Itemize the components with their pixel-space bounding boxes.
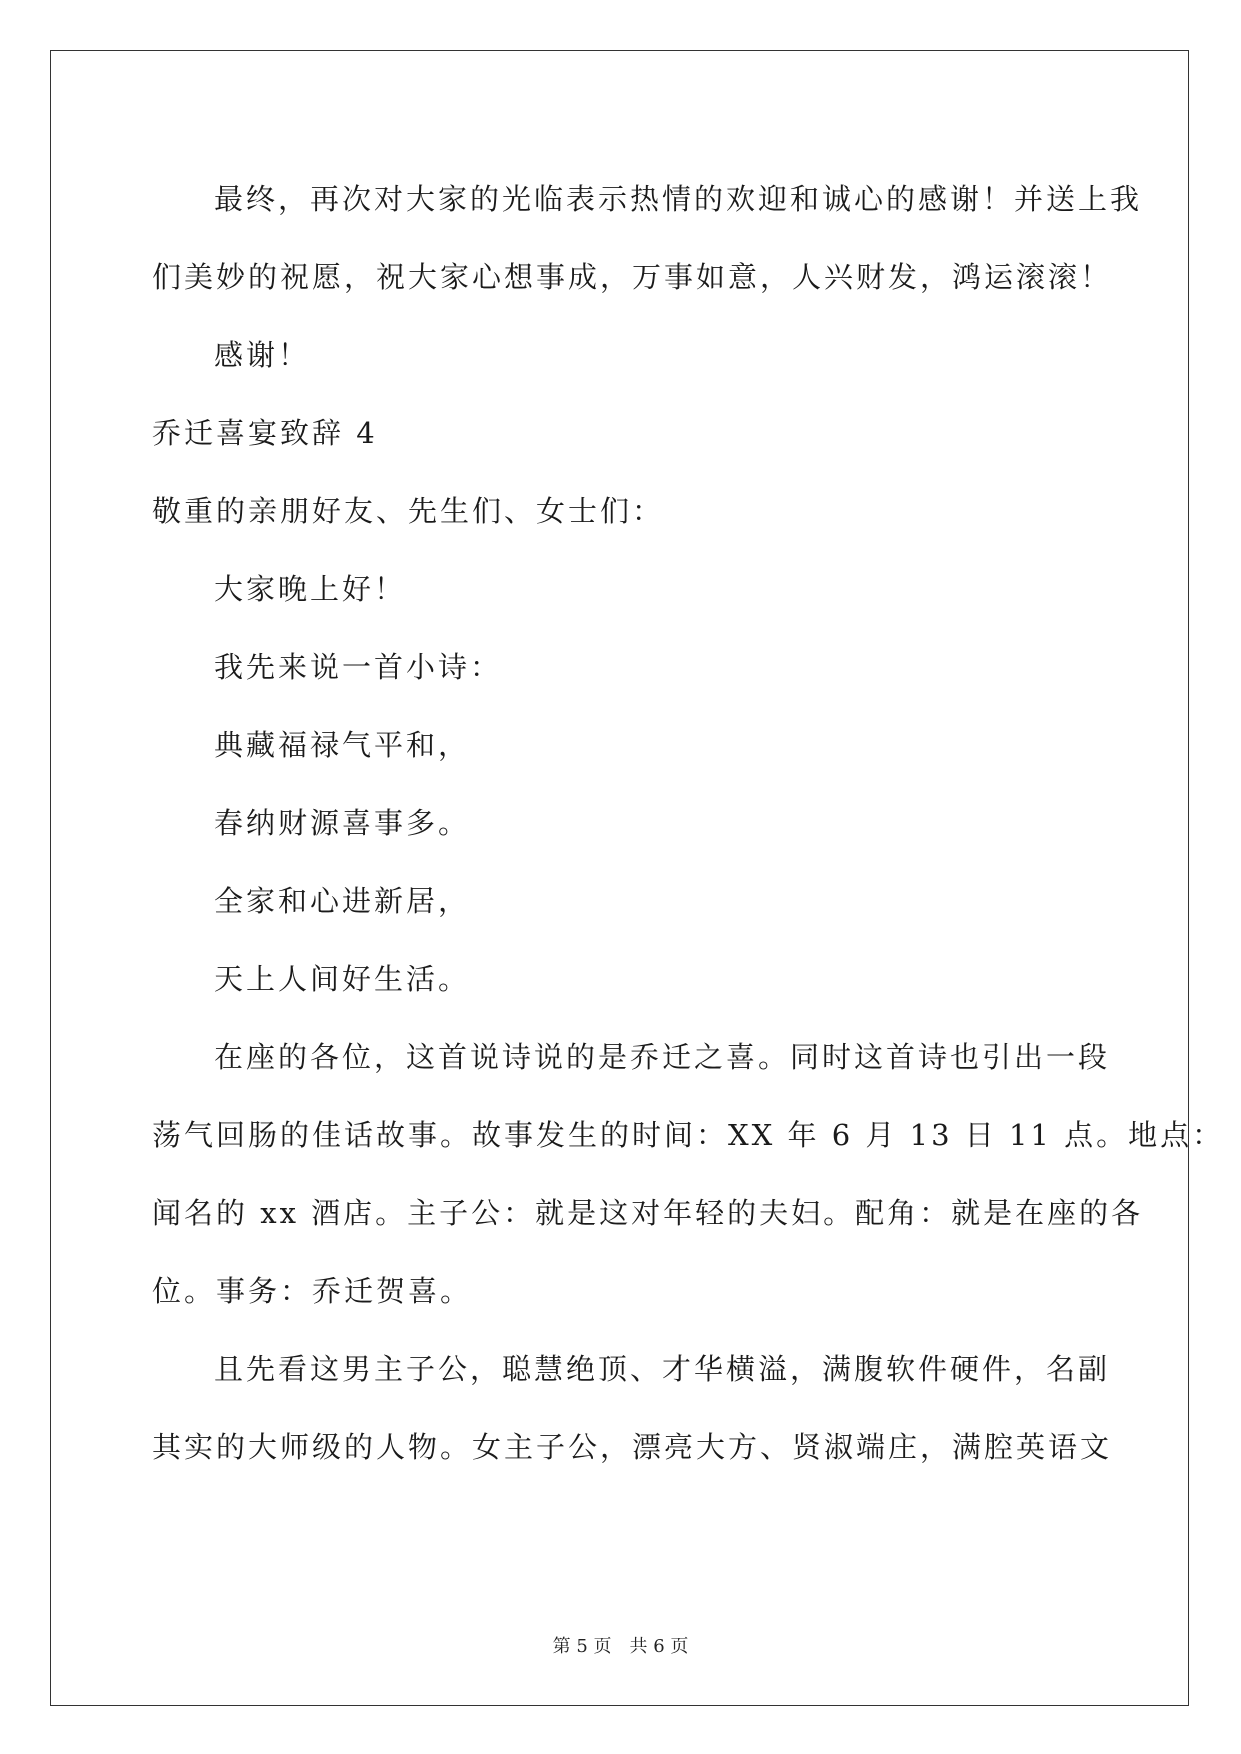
page-number-total: 共 6 页 [629,1636,689,1657]
section-heading: 乔迁喜宴致辞 4 [152,416,378,450]
page-footer [0,1632,1241,1658]
paragraph-line: 闻名的 xx 酒店。主子公：就是这对年轻的夫妇。配角：就是在座的各 [152,1196,1144,1230]
paragraph-line: 大家晚上好！ [214,572,407,606]
poem-line: 全家和心进新居， [214,884,471,918]
paragraph-line: 位。事务：乔迁贺喜。 [152,1274,473,1308]
page-number-current: 第 5 页 [552,1636,612,1657]
paragraph-line: 最终，再次对大家的光临表示热情的欢迎和诚心的感谢！并送上我 [214,182,1143,216]
poem-line: 春纳财源喜事多。 [214,806,471,840]
poem-line: 典藏福禄气平和， [214,728,471,762]
paragraph-line: 我先来说一首小诗： [214,650,503,684]
paragraph-line: 荡气回肠的佳话故事。故事发生的时间：XX 年 6 月 13 日 11 点。地点： [152,1118,1225,1152]
paragraph-line: 感谢！ [214,338,311,372]
paragraph-line: 们美妙的祝愿，祝大家心想事成，万事如意，人兴财发，鸿运滚滚！ [152,260,1113,294]
poem-line: 天上人间好生活。 [214,962,471,996]
document-body [152,160,1225,1486]
paragraph-line: 其实的大师级的人物。女主子公，漂亮大方、贤淑端庄，满腔英语文 [152,1430,1113,1464]
paragraph-line: 在座的各位，这首说诗说的是乔迁之喜。同时这首诗也引出一段 [214,1040,1111,1074]
salutation: 敬重的亲朋好友、先生们、女士们： [152,494,665,528]
paragraph-line: 且先看这男主子公，聪慧绝顶、才华横溢，满腹软件硬件，名副 [214,1352,1111,1386]
